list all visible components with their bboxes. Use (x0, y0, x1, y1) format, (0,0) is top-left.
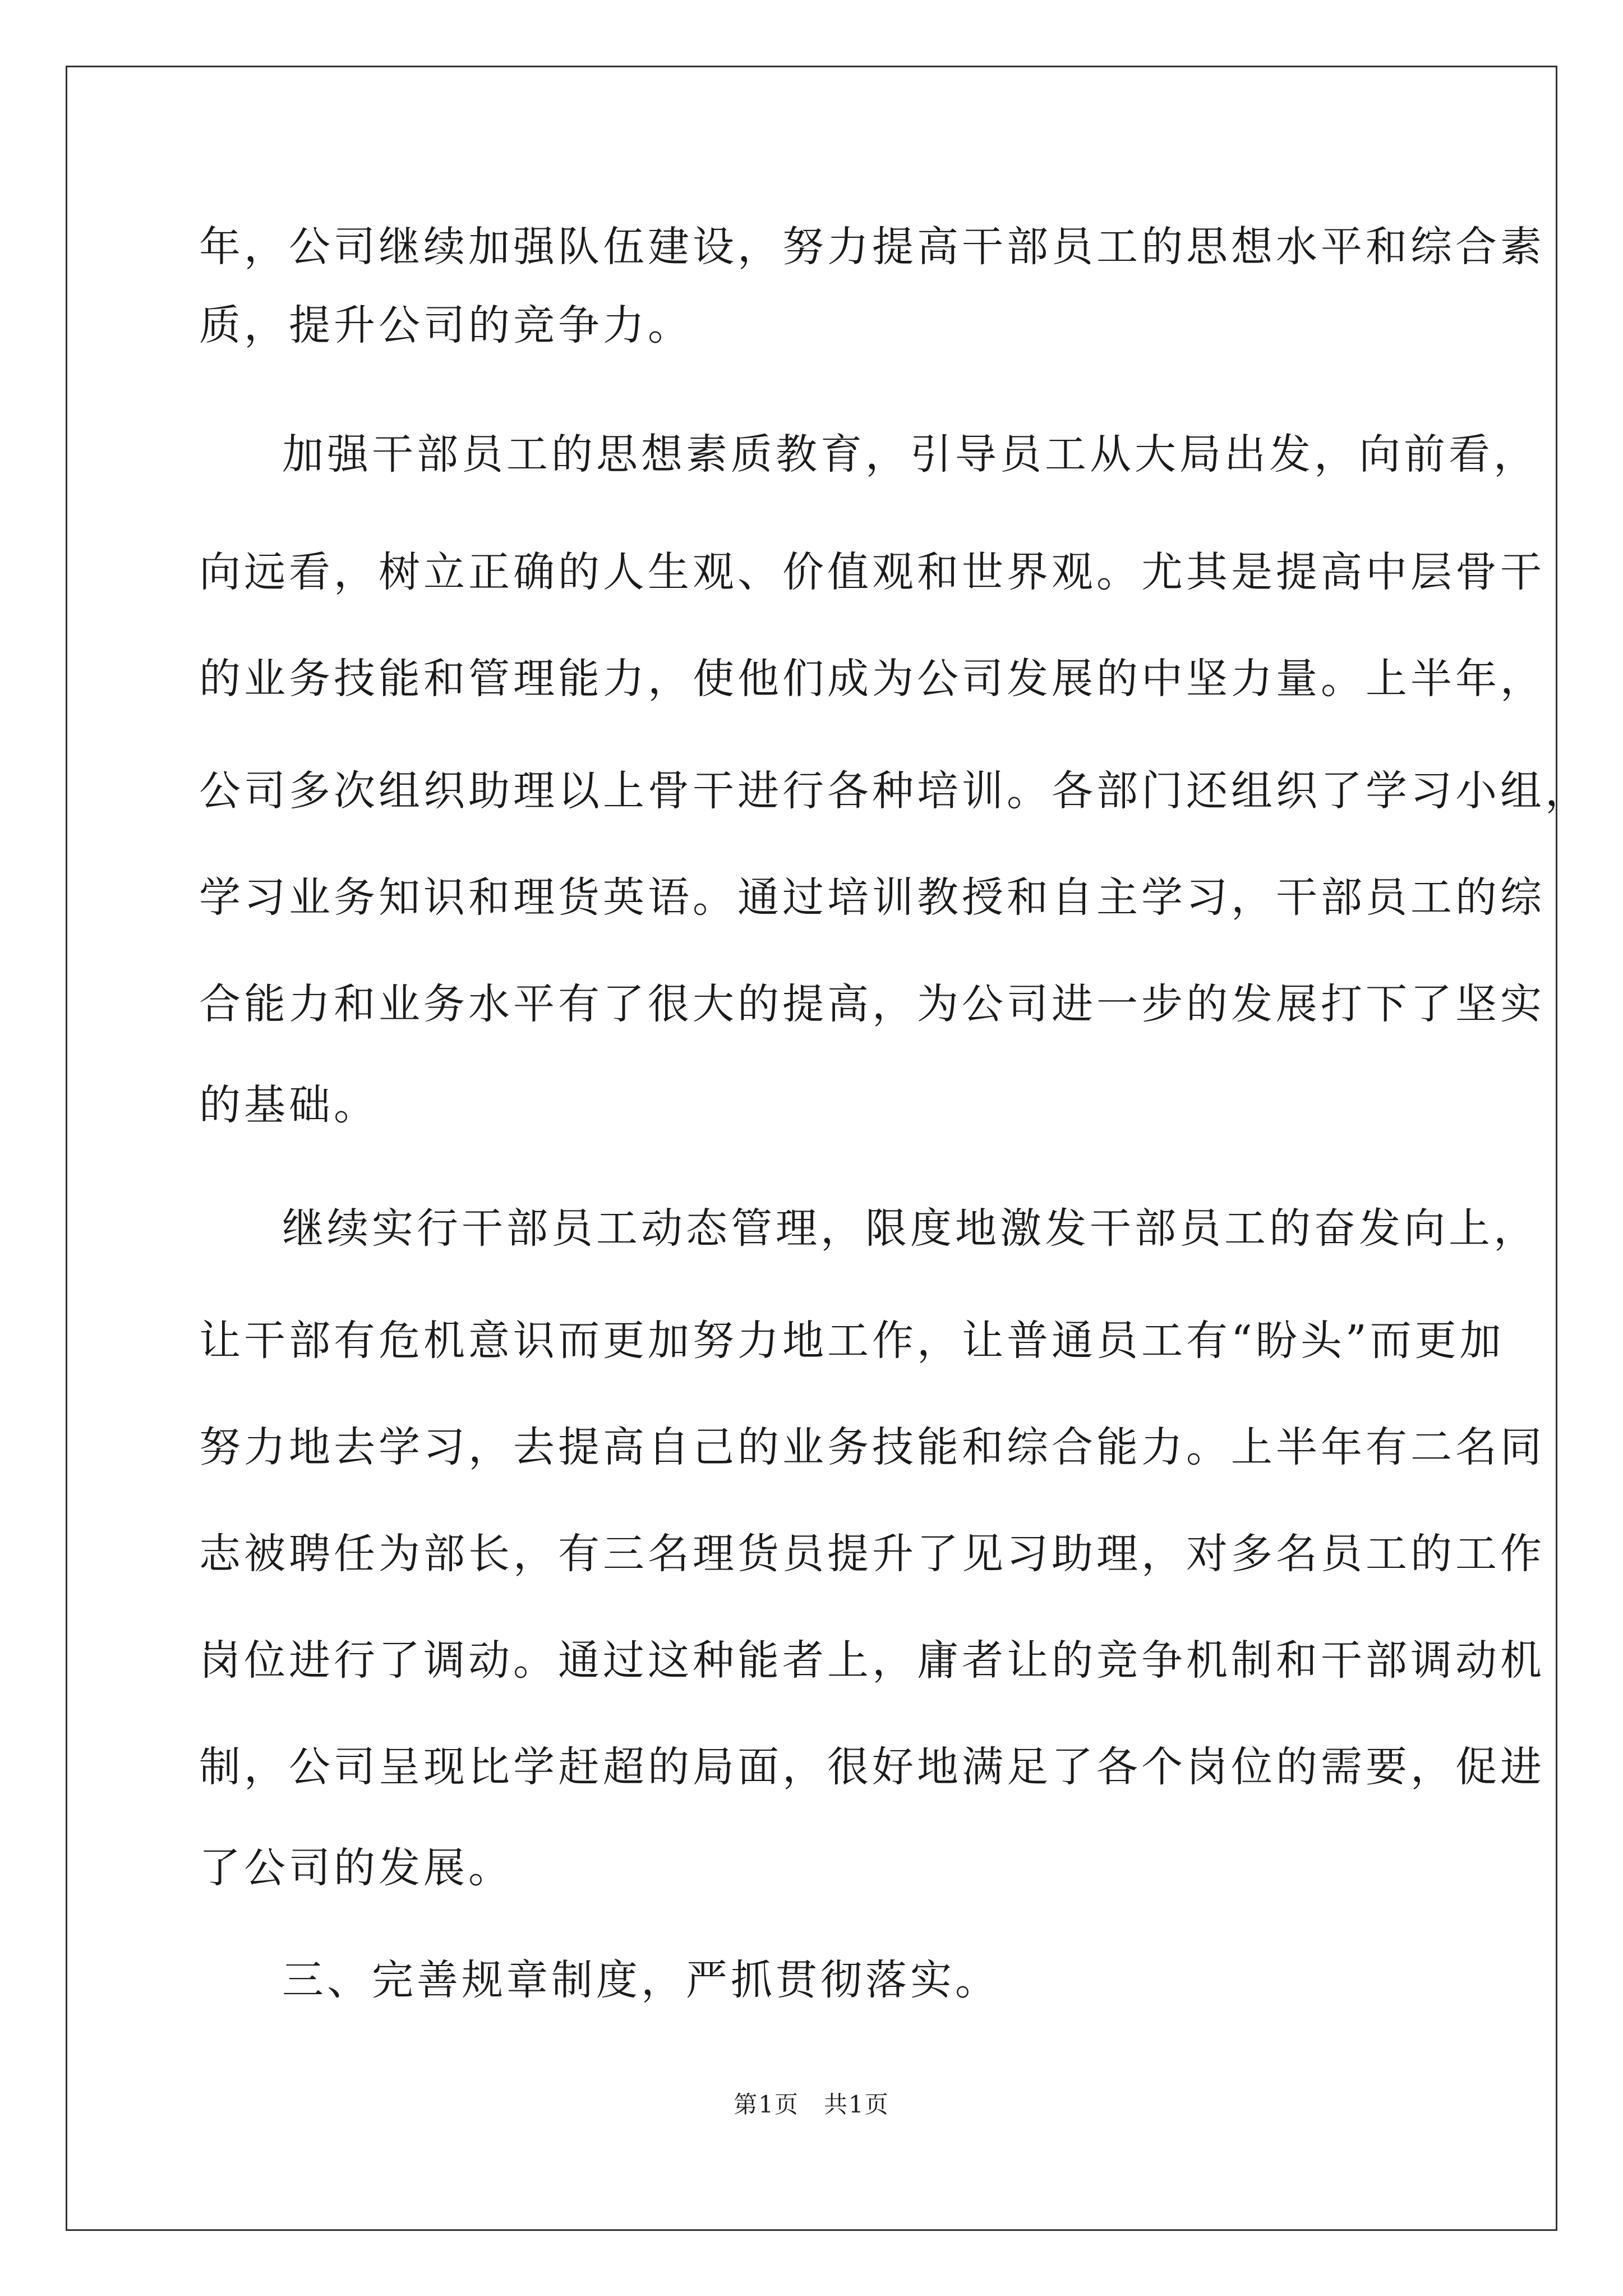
text-line: 向远看，树立正确的人生观、价值观和世界观。尤其是提高中层骨干 (199, 548, 1545, 596)
text-line: 继续实行干部员工动态管理，限度地激发干部员工的奋发向上， (282, 1204, 1538, 1253)
text-line: 志被聘任为部长，有三名理货员提升了见习助理，对多名员工的工作 (199, 1530, 1545, 1578)
text-line: 让干部有危机意识而更加努力地工作，让普通员工有“盼头”而更加 (199, 1317, 1505, 1365)
text-line: 加强干部员工的思想素质教育，引导员工从大局出发，向前看， (282, 430, 1538, 478)
page-number: 第1页 共1页 (734, 2091, 889, 2118)
text-line: 学习业务知识和理货英语。通过培训教授和自主学习，干部员工的综 (199, 873, 1545, 922)
text-line: 质，提升公司的竞争力。 (199, 301, 693, 349)
text-line: 的基础。 (199, 1081, 379, 1129)
text-line: 年，公司继续加强队伍建设，努力提高干部员工的思想水平和综合素 (199, 223, 1545, 271)
text-line: 制，公司呈现比学赶超的局面，很好地满足了各个岗位的需要，促进 (199, 1743, 1545, 1791)
text-line: 公司多次组织助理以上骨干进行各种培训。各部门还组织了学习小组， (199, 767, 1590, 815)
section-heading: 三、完善规章制度，严抓贯彻落实。 (282, 1956, 1000, 2004)
text-line: 合能力和业务水平有了很大的提高，为公司进一步的发展打下了坚实 (199, 980, 1545, 1028)
text-line: 岗位进行了调动。通过这种能者上，庸者让的竞争机制和干部调动机 (199, 1636, 1545, 1685)
text-line: 的业务技能和管理能力，使他们成为公司发展的中坚力量。上半年， (199, 655, 1545, 703)
page-border (66, 66, 1590, 2231)
text-line: 努力地去学习，去提高自己的业务技能和综合能力。上半年有二名同 (199, 1423, 1545, 1471)
text-line: 了公司的发展。 (199, 1844, 513, 1892)
